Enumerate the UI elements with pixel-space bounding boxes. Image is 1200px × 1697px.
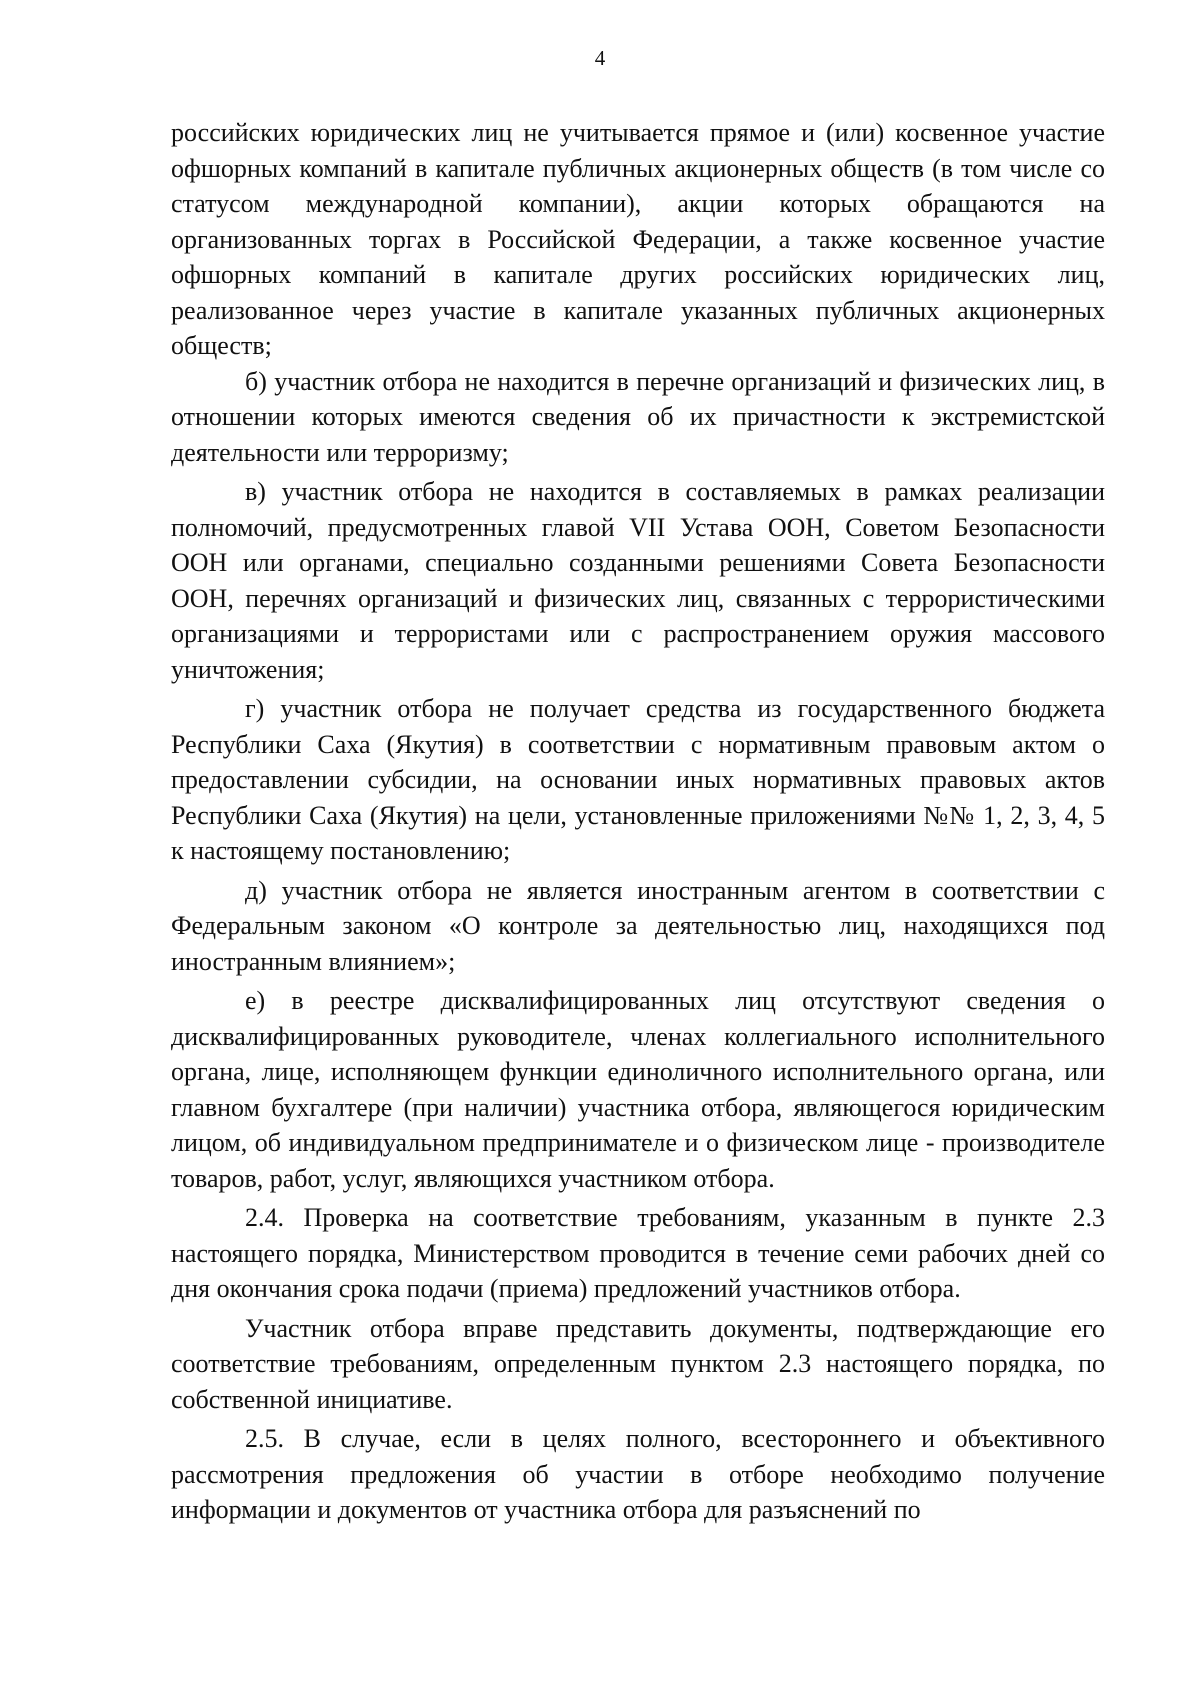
paragraph-item-g: г) участник отбора не получает средства из государственного бюджета Республики Саха (Якутия) в соответствии с нормативным правовым актом о предоставлении субсидии, на основании иных нормативных правовых актов Республики Саха (Якутия) на цели, установленные приложениями №№ 1, 2, 3, 4, 5 к настоящему постановлению;	[171, 694, 1105, 865]
paragraph-participant-right: Участник отбора вправе представить документы, подтверждающие его соответствие требованиям, определенным пунктом 2.3 настоящего порядка, по собственной инициативе.	[171, 1313, 1105, 1414]
paragraph-item-v: в) участник отбора не находится в составляемых в рамках реализации полномочий, предусмотренных главой VII Устава ООН, Советом Безопасности ООН или органами, специально созданными решениями Совета Безопасности ООН, перечнях организаций и физических лиц, связанных с террористическими организациями и террористами или с распространением оружия массового уничтожения;	[171, 477, 1105, 684]
paragraph-section-2-4: 2.4. Проверка на соответствие требованиям, указанным в пункте 2.3 настоящего порядка, Министерством проводится в течение семи рабочих дней со дня окончания срока подачи (приема) предложений участников отбора.	[171, 1203, 1105, 1303]
paragraph-continuation: российских юридических лиц не учитывается прямое и (или) косвенное участие офшорных компаний в капитале публичных акционерных обществ (в том числе со статусом международной компании), акции которых обращаются на организованных торгах в Российской Федерации, а также косвенное участие офшорных компаний в капитале других российских юридических лиц, реализованное через участие в капитале указанных публичных акционерных обществ;	[171, 118, 1105, 360]
paragraph-item-b: б) участник отбора не находится в перечне организаций и физических лиц, в отношении которых имеются сведения об их причастности к экстремистской деятельности или терроризму;	[171, 366, 1105, 467]
paragraph-item-d: д) участник отбора не является иностранным агентом в соответствии с Федеральным законом «О контроле за деятельностью лиц, находящихся под иностранным влиянием»;	[171, 875, 1105, 976]
paragraph-item-e: е) в реестре дисквалифицированных лиц отсутствуют сведения о дисквалифицированных руководителе, членах коллегиального исполнительного органа, лице, исполняющем функции единоличного исполнительного органа, или главном бухгалтере (при наличии) участника отбора, являющегося юридическим лицом, об индивидуальном предпринимателе и о физическом лице - производителе товаров, работ, услуг, являющихся участником отбора.	[171, 986, 1105, 1193]
paragraph-section-2-5: 2.5. В случае, если в целях полного, всестороннего и объективного рассмотрения предложения об участии в отборе необходимо получение информации и документов от участника отбора для разъяснений по	[171, 1424, 1105, 1524]
page-number: 4	[594, 46, 606, 70]
document-body	[171, 115, 1105, 1528]
